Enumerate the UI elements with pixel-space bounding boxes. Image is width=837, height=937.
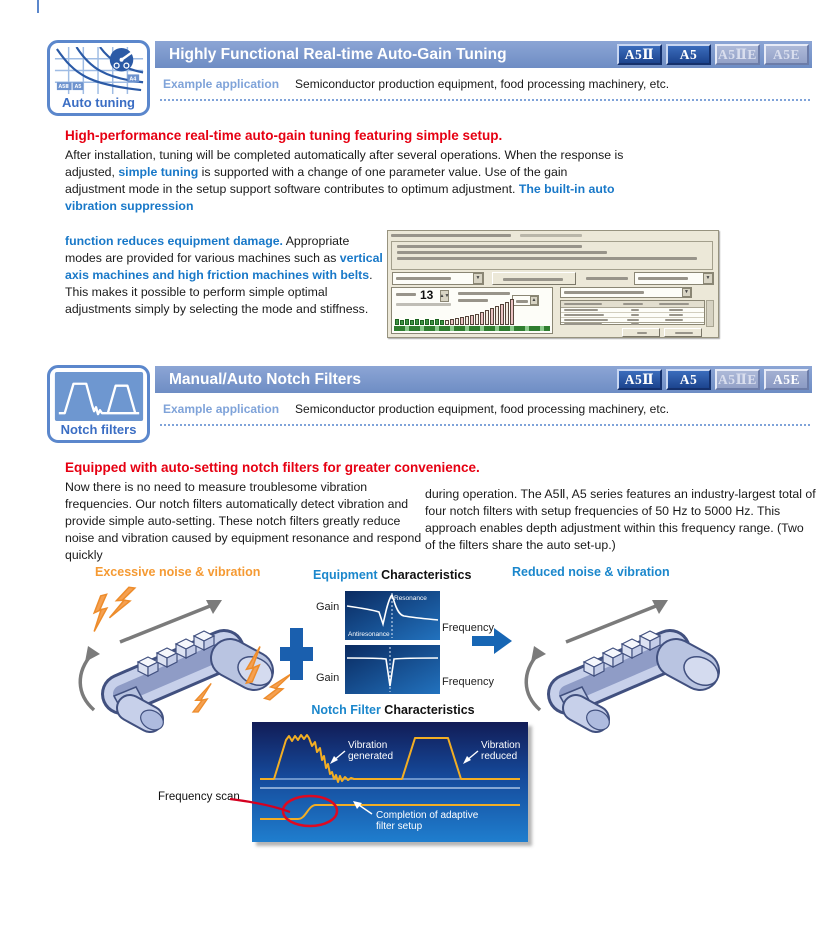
tuning-bar [395, 319, 399, 325]
antiresonance-label: Antiresonance [348, 631, 390, 638]
dropdown-arrow-icon: ▼ [703, 273, 713, 284]
blurred-text-line [675, 332, 693, 334]
tuning-bar [420, 320, 424, 325]
gain-label-1: Gain [316, 601, 340, 613]
auto-tuning-icon-label: Auto tuning [62, 95, 135, 110]
frequency-scan-pointer [228, 794, 294, 818]
tuning-bar [500, 304, 504, 325]
text-segment: Appropriate modes are provided for various machines such as [65, 234, 350, 265]
text-segment-blue: function reduces equipment damage. [65, 234, 283, 248]
page-edge-mark [37, 0, 39, 13]
adaptive-filter-diagram [252, 722, 528, 842]
tuning-bar [425, 319, 429, 325]
text-segment-blue: simple tuning [118, 165, 199, 179]
auto-tuning-icon [54, 47, 144, 94]
badge-a5iie: A5ⅡE [715, 369, 760, 390]
frequency-label-1: Frequency [442, 622, 494, 634]
blurred-text-line [631, 309, 639, 311]
reduced-noise-label: Reduced noise & vibration [512, 565, 670, 579]
tuning-bar [480, 312, 484, 325]
paragraph-c-text: This makes it possible to perform simple optimal adjustments simply by selecting the mode and stiffness. [65, 285, 369, 316]
text-segment: After installation, tuning will be completed automatically after several operations. When the response is adjusted, [65, 148, 624, 179]
notch-filters-icon [54, 372, 144, 421]
vibration-reduced-label-2: reduced [481, 751, 518, 762]
icon-chip-a5: A5 [74, 84, 81, 91]
dialog-groupbox [391, 241, 713, 270]
example-application-text: Semiconductor production equipment, food processing machinery, etc. [295, 402, 670, 416]
label-blue-part: Equipment [313, 568, 378, 582]
example-application-label: Example application [163, 402, 280, 416]
tuning-bar [450, 319, 454, 325]
blurred-text-line [665, 319, 683, 321]
stiffness-chart-panel [391, 287, 553, 334]
dialog-dropdown [560, 287, 692, 298]
notch-filters-icon-label: Notch filters [60, 422, 137, 437]
blurred-text-line [564, 323, 602, 325]
tuning-bar [400, 320, 404, 325]
notch-filters-icon-card [47, 365, 150, 443]
blurred-text-line [564, 309, 598, 311]
label-blue-part: Notch Filter [311, 703, 381, 717]
blurred-text-line [631, 314, 639, 316]
dialog-cancel-button [664, 328, 702, 337]
tuning-bar [415, 319, 419, 325]
dialog-button [492, 272, 576, 285]
text-segment: is supported with a change of one parameter value. Use of the gain adjustment mode in the setup support software contributes to optimum adjustment. [65, 165, 568, 196]
tuning-bar [495, 306, 499, 325]
tuning-bar [460, 317, 464, 325]
gain-label-2: Gain [316, 672, 340, 684]
stiffness-value: 13 [420, 288, 434, 302]
auto-tuning-paragraph-a [65, 147, 627, 215]
conveyor-noisy-illustration [56, 580, 292, 736]
tuning-bar [440, 320, 444, 325]
blurred-text-line [396, 293, 416, 296]
conveyor-quiet-illustration [502, 580, 738, 736]
label-black-part: Characteristics [377, 568, 472, 582]
notch-filters-heading: Equipped with auto-setting notch filters for greater convenience. [65, 460, 480, 475]
blurred-text-line [669, 309, 683, 311]
blurred-text-line [637, 332, 647, 334]
tuning-bar [470, 315, 474, 325]
dropdown-arrow-icon: ▼ [682, 288, 691, 297]
badge-a5: A5 [666, 369, 711, 390]
blurred-text-line [638, 277, 688, 280]
stiffness-spinner: ▲▼ [440, 290, 449, 302]
notch-filter-graph [345, 645, 440, 694]
excessive-noise-label: Excessive noise & vibration [95, 565, 261, 579]
blurred-text-line [586, 277, 628, 280]
blurred-text-line [564, 291, 644, 294]
notch-filters-title: Manual/Auto Notch Filters [169, 370, 362, 388]
icon-chip-a4: A4 [128, 76, 136, 83]
vibration-reduced-label: Vibration [481, 740, 521, 751]
notch-filters-header-bar [155, 366, 812, 393]
auto-tuning-header-bar [155, 41, 812, 68]
load-characteristic-panel [558, 287, 715, 334]
text-segment: . [369, 268, 373, 282]
equipment-characteristics-label [313, 566, 471, 584]
auto-tuning-example-row [163, 77, 808, 91]
blurred-text-line [397, 251, 607, 254]
table-row [561, 323, 704, 326]
notch-column-right: during operation. The A5Ⅱ, A5 series features an industry-largest total of four notch filters with setup frequencies of 50 Hz to 5000 Hz. This approach enables depth adjustment within this frequency range. (Two of the filters share the auto set-up.) [425, 487, 816, 552]
dropdown-arrow-icon: ▼ [473, 273, 483, 284]
vibration-generated-label: Vibration [348, 740, 388, 751]
text-segment-blue: vertical axis machines and high friction machines with belts [65, 251, 383, 282]
tuning-bar [430, 320, 434, 325]
tuning-bar [445, 320, 449, 325]
completion-label: Completion of adaptive [376, 810, 479, 821]
green-status-strip [394, 326, 550, 331]
badge-a5ii: A5Ⅱ [617, 369, 662, 390]
blurred-text-line [659, 303, 689, 305]
badge-a5ii: A5Ⅱ [617, 44, 662, 65]
setup-software-screenshot [387, 230, 719, 338]
tuning-bar [475, 314, 479, 325]
blurred-text-line [520, 234, 582, 237]
tuning-bar [455, 318, 459, 325]
blurred-text-line [396, 277, 451, 280]
table-scrollbar [706, 300, 714, 327]
blurred-text-line [391, 234, 511, 237]
tuning-bar [485, 310, 489, 325]
badge-a5e: A5E [764, 369, 809, 390]
example-application-label: Example application [163, 77, 280, 91]
resonance-label: Resonance [394, 595, 427, 602]
notch-filters-badges [617, 369, 809, 390]
notch-filters-example-row [163, 402, 808, 416]
adaptive-filter-panel [252, 722, 528, 842]
blurred-text-line [564, 303, 602, 305]
auto-tuning-heading: High-performance real-time auto-gain tuning featuring simple setup. [65, 128, 503, 143]
blurred-text-line [669, 314, 683, 316]
badge-a5e: A5E [764, 44, 809, 65]
vibration-generated-label-2: generated [348, 751, 394, 762]
level-spinner: ▲ [531, 297, 537, 303]
blurred-text-line [564, 314, 604, 316]
tuning-bar [510, 299, 514, 325]
dialog-dropdown [392, 272, 484, 285]
frequency-scan-label: Frequency scan [158, 791, 240, 803]
tuning-bar [505, 302, 509, 325]
tuning-bar [465, 316, 469, 325]
notch-column-left: Now there is no need to measure troublesome vibration frequencies. Our notch filters automatically detect vibration and provide simple auto-setting. These notch filters greatly reduce noise and vibration caused by equipment resonance and respond quickly [65, 480, 422, 562]
notch-filter-characteristics-label [308, 701, 478, 719]
icon-chip-a5ii: A5Ⅱ [57, 84, 69, 91]
table-header-row [561, 301, 704, 308]
badge-a5: A5 [666, 44, 711, 65]
blurred-text-line [627, 319, 639, 321]
plus-sign-horizontal [280, 647, 313, 661]
auto-tuning-badges [617, 44, 809, 65]
blurred-text-line [631, 323, 639, 325]
tuning-bar-chart [395, 297, 549, 325]
example-application-text: Semiconductor production equipment, food processing machinery, etc. [295, 77, 670, 91]
badge-a5iie: A5ⅡE [715, 44, 760, 65]
tuning-bar [405, 319, 409, 325]
blurred-text-line [397, 245, 582, 248]
auto-tuning-icon-card [47, 40, 150, 116]
blurred-text-line [458, 292, 510, 295]
dotted-separator [160, 99, 810, 101]
dialog-dropdown [634, 272, 714, 285]
equipment-characteristics-graph [345, 591, 440, 640]
tuning-bar [435, 319, 439, 325]
dotted-separator [160, 424, 810, 426]
blurred-text-line [503, 278, 563, 281]
completion-label-2: filter setup [376, 821, 423, 832]
dialog-table [560, 300, 705, 325]
blurred-text-line [564, 319, 608, 321]
blurred-text-line [623, 303, 643, 305]
text-segment-blue: The built-in auto vibration suppression [65, 182, 615, 213]
tuning-bar [410, 320, 414, 325]
auto-tuning-paragraph-b [65, 233, 383, 318]
auto-tuning-title: Highly Functional Real-time Auto-Gain Tuning [169, 45, 507, 63]
label-black-part: Characteristics [380, 703, 475, 717]
frequency-label-2: Frequency [442, 676, 494, 688]
dialog-ok-button [622, 328, 660, 337]
tuning-bar [490, 308, 494, 325]
blurred-text-line [397, 257, 697, 260]
paragraph-b-text [65, 233, 383, 284]
